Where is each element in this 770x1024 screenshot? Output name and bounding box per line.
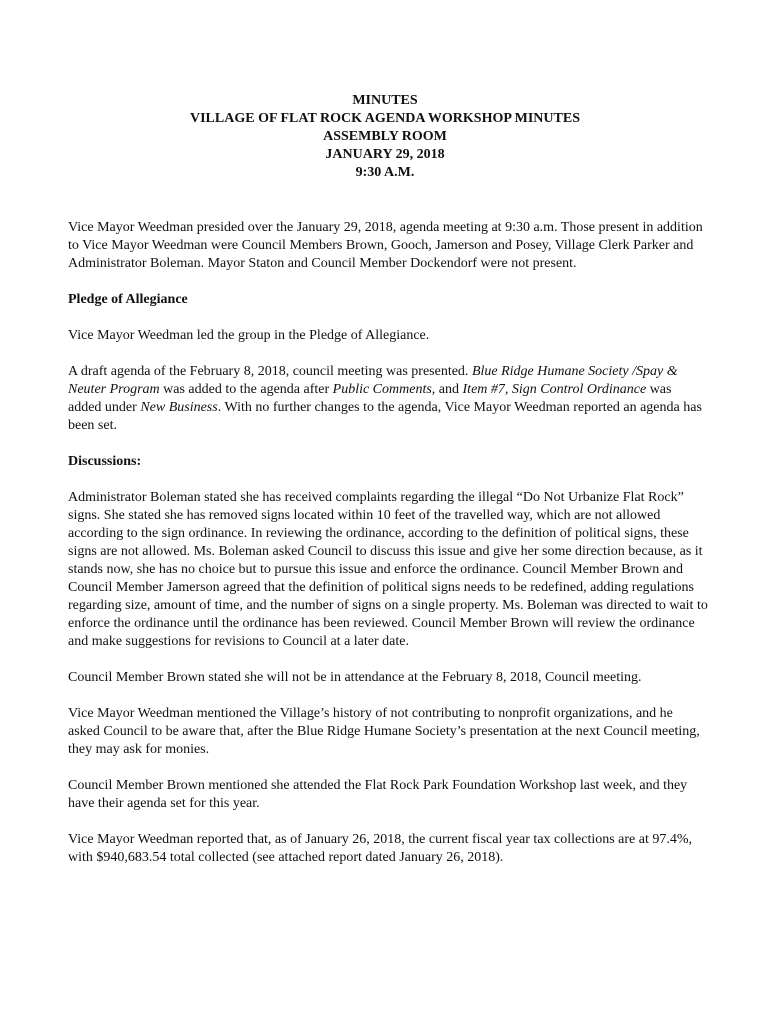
pledge-heading: Pledge of Allegiance bbox=[68, 292, 188, 307]
title-minutes: MINUTES bbox=[352, 93, 418, 108]
title-meeting-name: VILLAGE OF FLAT ROCK AGENDA WORKSHOP MINUTES bbox=[190, 111, 580, 126]
discussion-paragraph-attendance: Council Member Brown stated she will not be in attendance at the February 8, 2018, Council meeting. bbox=[68, 670, 642, 685]
discussion-paragraph-tax-collections: Vice Mayor Weedman reported that, as of January 26, 2018, the current fiscal year tax collections are at 97.4%, with $940,683.54 total collected (see attached report dated January 26, 2018). bbox=[68, 832, 693, 865]
agenda-text: and bbox=[435, 382, 463, 397]
discussion-paragraph-nonprofit: Vice Mayor Weedman mentioned the Village’s history of not contributing to nonprofit organizations, and he asked Council to be aware that, after the Blue Ridge Humane Society’s presentation at the next Council meeting, they may ask for monies. bbox=[68, 706, 700, 757]
agenda-text: was added under bbox=[68, 382, 672, 415]
pledge-paragraph: Vice Mayor Weedman led the group in the Pledge of Allegiance. bbox=[68, 328, 430, 343]
agenda-italic-item: Public Comments, bbox=[332, 382, 436, 397]
agenda-italic-item: Blue Ridge Humane Society /Spay & Neuter Program bbox=[68, 364, 678, 397]
document-title-block bbox=[0, 92, 770, 182]
title-date: JANUARY 29, 2018 bbox=[325, 147, 445, 162]
discussion-paragraph-signs: Administrator Boleman stated she has received complaints regarding the illegal “Do Not Urbanize Flat Rock” signs. She stated she has removed signs located within 10 feet of the travelled way, which are not allowed according to the sign ordinance. In reviewing the ordinance, according to the definition of political signs, these signs are not allowed. Ms. Boleman asked Council to discuss this issue and give her some direction because, as it stands now, she has no choice but to pursue this issue and enforce the ordinance. Council Member Brown and Council Member Jamerson agreed that the definition of political signs needs to be redefined, adding regulations regarding size, amount of time, and the number of signs on a single property. Ms. Boleman was directed to wait to enforce the ordinance until the ordinance has been reviewed. Council Member Brown will review the ordinance and make suggestions for revisions to Council at a later date. bbox=[68, 490, 708, 649]
agenda-italic-item: Item #7, Sign Control Ordinance bbox=[462, 382, 647, 397]
agenda-text: A draft agenda of the February 8, 2018, council meeting was presented. bbox=[68, 364, 472, 379]
title-time: 9:30 A.M. bbox=[355, 165, 415, 180]
intro-paragraph: Vice Mayor Weedman presided over the January 29, 2018, agenda meeting at 9:30 a.m. Those present in addition to Vice Mayor Weedman were Council Members Brown, Gooch, Jamerson and Posey, Village Clerk Parker and Administrator Boleman. Mayor Staton and Council Member Dockendorf were not present. bbox=[68, 220, 703, 271]
agenda-text: . With no further changes to the agenda, Vice Mayor Weedman reported an agenda has been set. bbox=[68, 400, 702, 433]
document-body bbox=[68, 219, 708, 885]
agenda-paragraph bbox=[68, 363, 708, 435]
agenda-italic-item: New Business bbox=[140, 400, 218, 415]
discussions-heading: Discussions: bbox=[68, 454, 142, 469]
agenda-text: was added to the agenda after bbox=[159, 382, 333, 397]
discussion-paragraph-park-foundation: Council Member Brown mentioned she attended the Flat Rock Park Foundation Workshop last week, and they have their agenda set for this year. bbox=[68, 778, 688, 811]
title-location: ASSEMBLY ROOM bbox=[323, 129, 447, 144]
